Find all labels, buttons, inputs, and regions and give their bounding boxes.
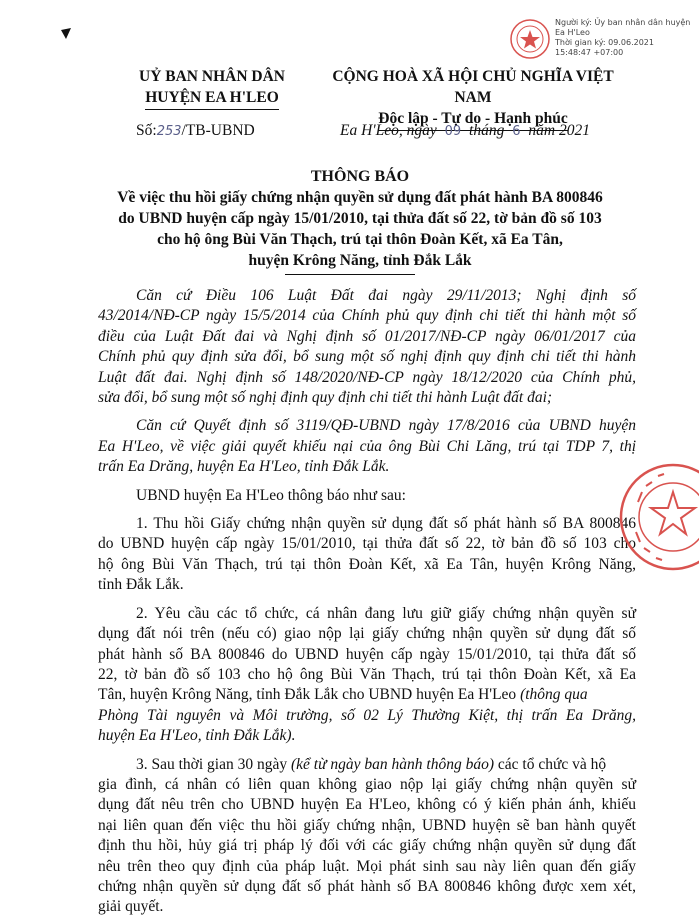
body-line: giải quyết. bbox=[98, 898, 164, 916]
body-line: do UBND huyện cấp ngày 15/01/2010, tại thửa đất số 22, tờ bản đồ số 103 cho bbox=[98, 535, 636, 553]
document-title: THÔNG BÁO bbox=[310, 168, 410, 185]
digital-signature-seal-icon bbox=[509, 18, 551, 60]
body-line: gia đình, cá nhân có liên quan không giao nộp lại giấy chứng nhận quyền sử bbox=[98, 775, 636, 793]
date-month-handwritten: 6 bbox=[512, 124, 521, 139]
body-line: Ea H'Leo, về việc giải quyết khiếu nại của ông Bùi Chi Lăng, trú tại TDP 7, thị bbox=[98, 437, 636, 455]
body-text: 3. Sau thời gian 30 ngày bbox=[136, 755, 291, 773]
signature-signer: Người ký: Ủy ban nhân dân huyện bbox=[555, 18, 691, 27]
doc-number-label: Số: bbox=[136, 122, 157, 139]
digital-signature-info bbox=[555, 18, 690, 58]
signature-time-label: Thời gian ký: 09.06.2021 bbox=[555, 38, 654, 47]
body-line: Phòng Tài nguyên và Môi trường, số 02 Lý Thường Kiệt, thị trấn Ea Drăng, bbox=[98, 706, 636, 724]
body-line: 2. Yêu cầu các tổ chức, cá nhân đang lưu giữ giấy chứng nhận quyền sử bbox=[136, 604, 636, 622]
date-place: Ea H'Leo, ngày bbox=[340, 122, 437, 139]
date-month-label: tháng bbox=[469, 122, 505, 139]
body-line: nại liên quan đến việc thu hồi giấy chứng nhận, UBND huyện sẽ ban hành quyết bbox=[98, 816, 636, 834]
agency-line-1: UỶ BAN NHÂN DÂN bbox=[139, 68, 285, 85]
body-line bbox=[98, 755, 636, 775]
signature-time: 15:48:47 +07:00 bbox=[555, 48, 624, 57]
body-line: phát hành số BA 800846 do UBND huyện cấp ngày 15/01/2010, tại thửa đất số bbox=[98, 645, 636, 663]
item-2-paragraph bbox=[98, 604, 636, 747]
body-line: chứng nhận quyền sử dụng đất số phát hành số BA 800846 không được xem xét, bbox=[98, 877, 636, 895]
legal-basis-paragraph-1 bbox=[98, 286, 636, 408]
body-line: Luật đất đai. Nghị định số 148/2020/NĐ-CP ngày 18/12/2020 của Chính phủ, bbox=[98, 368, 636, 386]
subtitle-line: Về việc thu hồi giấy chứng nhận quyền sử dụng đất phát hành BA 800846 bbox=[117, 189, 603, 206]
body-line: điều của Luật Đất đai và Nghị định số 01/2017/NĐ-CP ngày 06/01/2017 của bbox=[98, 327, 636, 345]
body-line: huyện Ea H'Leo, tỉnh Đắk Lắk). bbox=[98, 727, 296, 745]
subtitle-line: huyện Krông Năng, tỉnh Đắk Lắk bbox=[248, 252, 472, 269]
document-date bbox=[340, 122, 590, 140]
issuing-agency-header bbox=[96, 66, 328, 110]
document-number bbox=[136, 122, 255, 140]
body-line: Chính phủ quy định sửa đổi, bổ sung một số nghị định quy định chi tiết thi hành bbox=[98, 348, 636, 366]
body-line: trấn Ea Drăng, huyện Ea H'Leo, tỉnh Đắk Lắk. bbox=[98, 458, 390, 476]
scan-mark-icon bbox=[60, 28, 72, 40]
document-subtitle bbox=[60, 187, 660, 271]
title-divider bbox=[285, 274, 415, 275]
subtitle-line: do UBND huyện cấp ngày 15/01/2010, tại thửa đất số 22, tờ bản đồ số 103 bbox=[118, 210, 602, 227]
legal-basis-paragraph-2 bbox=[98, 416, 636, 477]
item-1-paragraph bbox=[98, 514, 636, 596]
official-red-stamp-icon bbox=[618, 462, 699, 572]
date-year: năm 2021 bbox=[528, 122, 590, 139]
body-line: sửa đổi, bổ sung một số nghị định quy định chi tiết thi hành Luật đất đai; bbox=[98, 389, 553, 407]
agency-line-2: HUYỆN EA H'LEO bbox=[145, 87, 279, 110]
national-motto: Độc lập - Tự do - Hạnh phúc bbox=[378, 108, 567, 131]
doc-number-handwritten: 253 bbox=[156, 124, 182, 139]
item-3-paragraph bbox=[98, 755, 636, 918]
body-line: 43/2014/NĐ-CP ngày 15/5/2014 của Chính phủ quy định chi tiết thi hành một số bbox=[98, 307, 636, 325]
body-line bbox=[98, 685, 636, 705]
subtitle-line: cho hộ ông Bùi Văn Thạch, trú tại thôn Đoàn Kết, xã Ea Tân, bbox=[157, 231, 563, 248]
body-line: dụng đất nêu trên cho UBND huyện Ea H'Leo, không có ý kiến phản ánh, khiếu bbox=[98, 796, 636, 814]
body-line: nêu trên theo quy định của pháp luật. Mọi phát sinh sau này liên quan đến giấy bbox=[98, 857, 636, 875]
announcement-intro: UBND huyện Ea H'Leo thông báo như sau: bbox=[136, 486, 406, 504]
body-text-italic: (kể từ ngày ban hành thông báo) bbox=[291, 755, 495, 773]
body-text: các tổ chức và hộ bbox=[494, 755, 607, 773]
date-day-handwritten: 09 bbox=[444, 124, 462, 139]
body-text-italic: (thông qua bbox=[520, 686, 588, 704]
signature-signer-cont: Ea H'Leo bbox=[555, 28, 590, 37]
body-line: 1. Thu hồi Giấy chứng nhận quyền sử dụng đất số phát hành số BA 800846 bbox=[136, 515, 636, 533]
body-line: hộ ông Bùi Văn Thạch, trú tại thôn Đoàn Kết, xã Ea Tân, huyện Krông Năng, bbox=[98, 555, 636, 573]
body-line: Căn cứ Điều 106 Luật Đất đai ngày 29/11/2013; Nghị định số bbox=[136, 287, 636, 304]
body-line: dụng đất nói trên (nếu có) giao nộp lại giấy chứng nhận quyền sử dụng đất số bbox=[98, 625, 636, 643]
body-line: tỉnh Đắk Lắk. bbox=[98, 576, 184, 594]
nation-name: CỘNG HOÀ XÃ HỘI CHỦ NGHĨA VIỆT NAM bbox=[332, 68, 614, 106]
doc-number-suffix: /TB-UBND bbox=[181, 122, 255, 139]
document-body bbox=[98, 286, 636, 918]
body-line: định thu hồi, hủy giá trị pháp lý đối với các giấy chứng nhận quyền sử dụng đất bbox=[98, 837, 636, 855]
body-line: 22, tờ bản đồ số 103 cho hộ ông Bùi Văn Thạch, trú tại thôn Đoàn Kết, xã Ea bbox=[98, 665, 636, 683]
body-line: Căn cứ Quyết định số 3119/QĐ-UBND ngày 17/8/2016 của UBND huyện bbox=[136, 417, 636, 435]
body-text: Tân, huyện Krông Năng, tỉnh Đắk Lắk cho UBND huyện Ea H'Leo bbox=[98, 686, 517, 704]
